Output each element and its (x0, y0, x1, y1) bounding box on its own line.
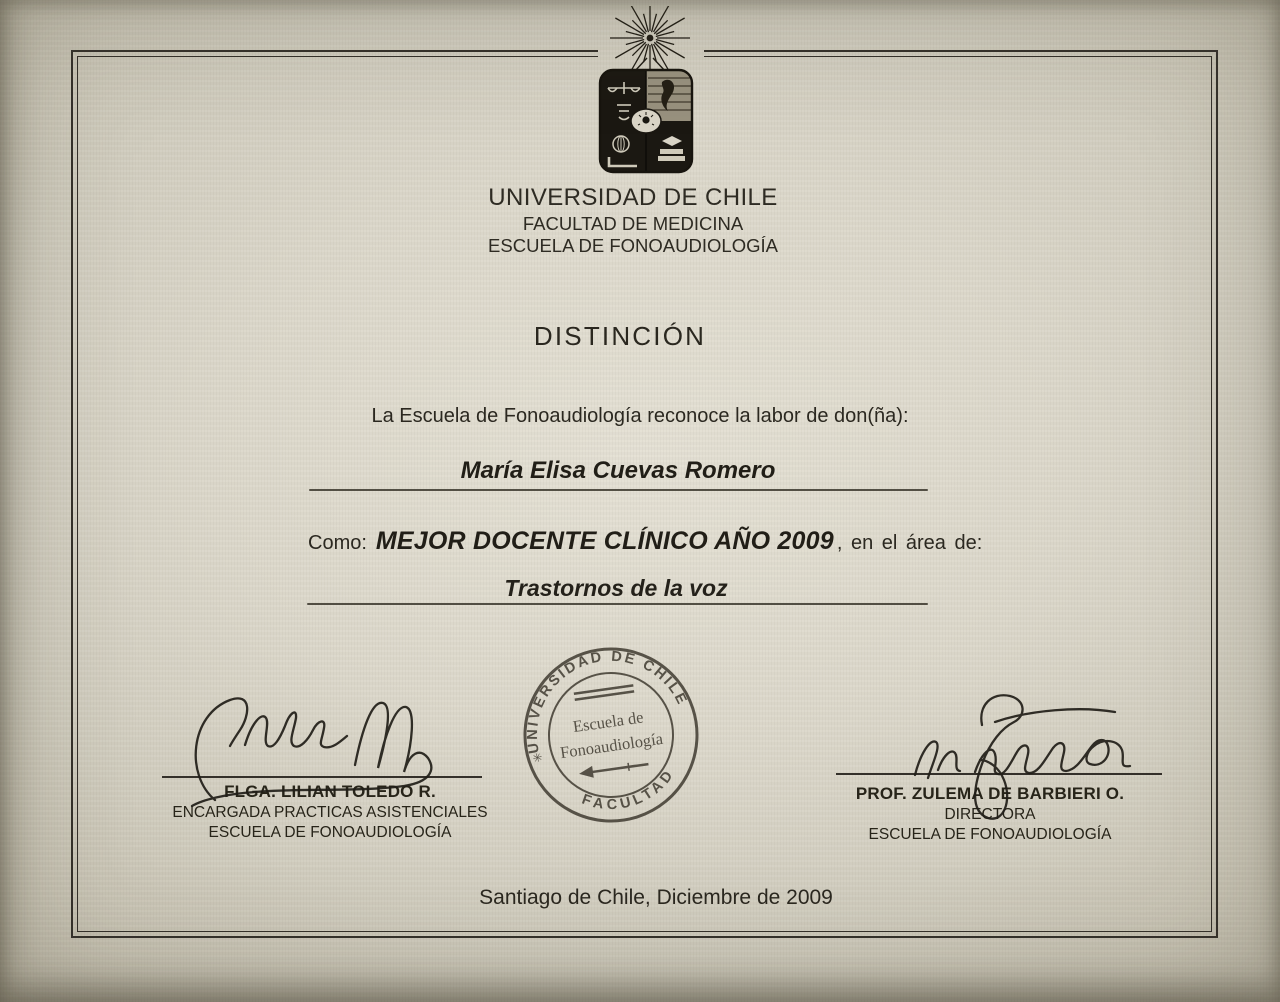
seal-separator-star: ✳ (530, 749, 545, 767)
signatory-left-block (135, 781, 525, 842)
certificate-title: DISTINCIÓN (533, 321, 707, 351)
award-suffix: , en el área de: (836, 532, 983, 554)
frame-top-outer-left (71, 50, 598, 52)
frame-bottom-outer (71, 936, 1218, 938)
place-and-date: Santiago de Chile, Diciembre de 2009 (479, 886, 833, 909)
faculty-name: FACULTAD DE MEDICINA (522, 212, 744, 234)
seal-ring-bottom-text: FACULTAD (579, 765, 679, 814)
seal-center-line1: Escuela de (571, 707, 645, 737)
award-line (308, 527, 982, 556)
award-prefix: Como: (308, 532, 367, 554)
university-name: UNIVERSIDAD DE CHILE (488, 184, 778, 211)
starburst-icon (610, 6, 690, 78)
frame-top-inner-left (77, 56, 598, 57)
university-coat-of-arms-icon (555, 6, 745, 178)
shield-icon (600, 70, 692, 172)
school-seal-stamp (504, 628, 718, 842)
signatory-left-school: ESCUELA DE FONOAUDIOLOGÍA (208, 823, 452, 841)
area-underline (307, 603, 928, 605)
frame-bottom-inner (77, 931, 1212, 932)
seal-center-line2: Fonoaudiología (558, 728, 665, 763)
frame-top-inner-right (704, 56, 1212, 57)
signatory-left-name: FLGA. LILIAN TOLEDO R. (224, 782, 436, 801)
signatory-right-block (800, 783, 1180, 844)
signatory-left-title: ENCARGADA PRACTICAS ASISTENCIALES (172, 803, 488, 821)
signature-line-left (162, 776, 482, 778)
seal-center-group (552, 682, 667, 782)
intro-line: La Escuela de Fonoaudiología reconoce la labor de don(ña): (371, 405, 909, 427)
school-name: ESCUELA DE FONOAUDIOLOGÍA (488, 235, 778, 257)
award-area: Trastornos de la voz (504, 575, 728, 601)
award-title: MEJOR DOCENTE CLÍNICO AÑO 2009 (375, 527, 834, 555)
signatory-right-title: DIRECTORA (944, 805, 1036, 823)
signature-line-right (836, 773, 1162, 775)
recipient-name: María Elisa Cuevas Romero (460, 457, 776, 484)
frame-top-outer-right (704, 50, 1218, 52)
institution-header (0, 184, 1273, 257)
recipient-underline (309, 489, 928, 491)
signatory-right-name: PROF. ZULEMA DE BARBIERI O. (855, 784, 1125, 803)
seal-ring-top-text: UNIVERSIDAD DE CHILE (524, 648, 691, 755)
signatory-right-school: ESCUELA DE FONOAUDIOLOGÍA (868, 825, 1112, 843)
